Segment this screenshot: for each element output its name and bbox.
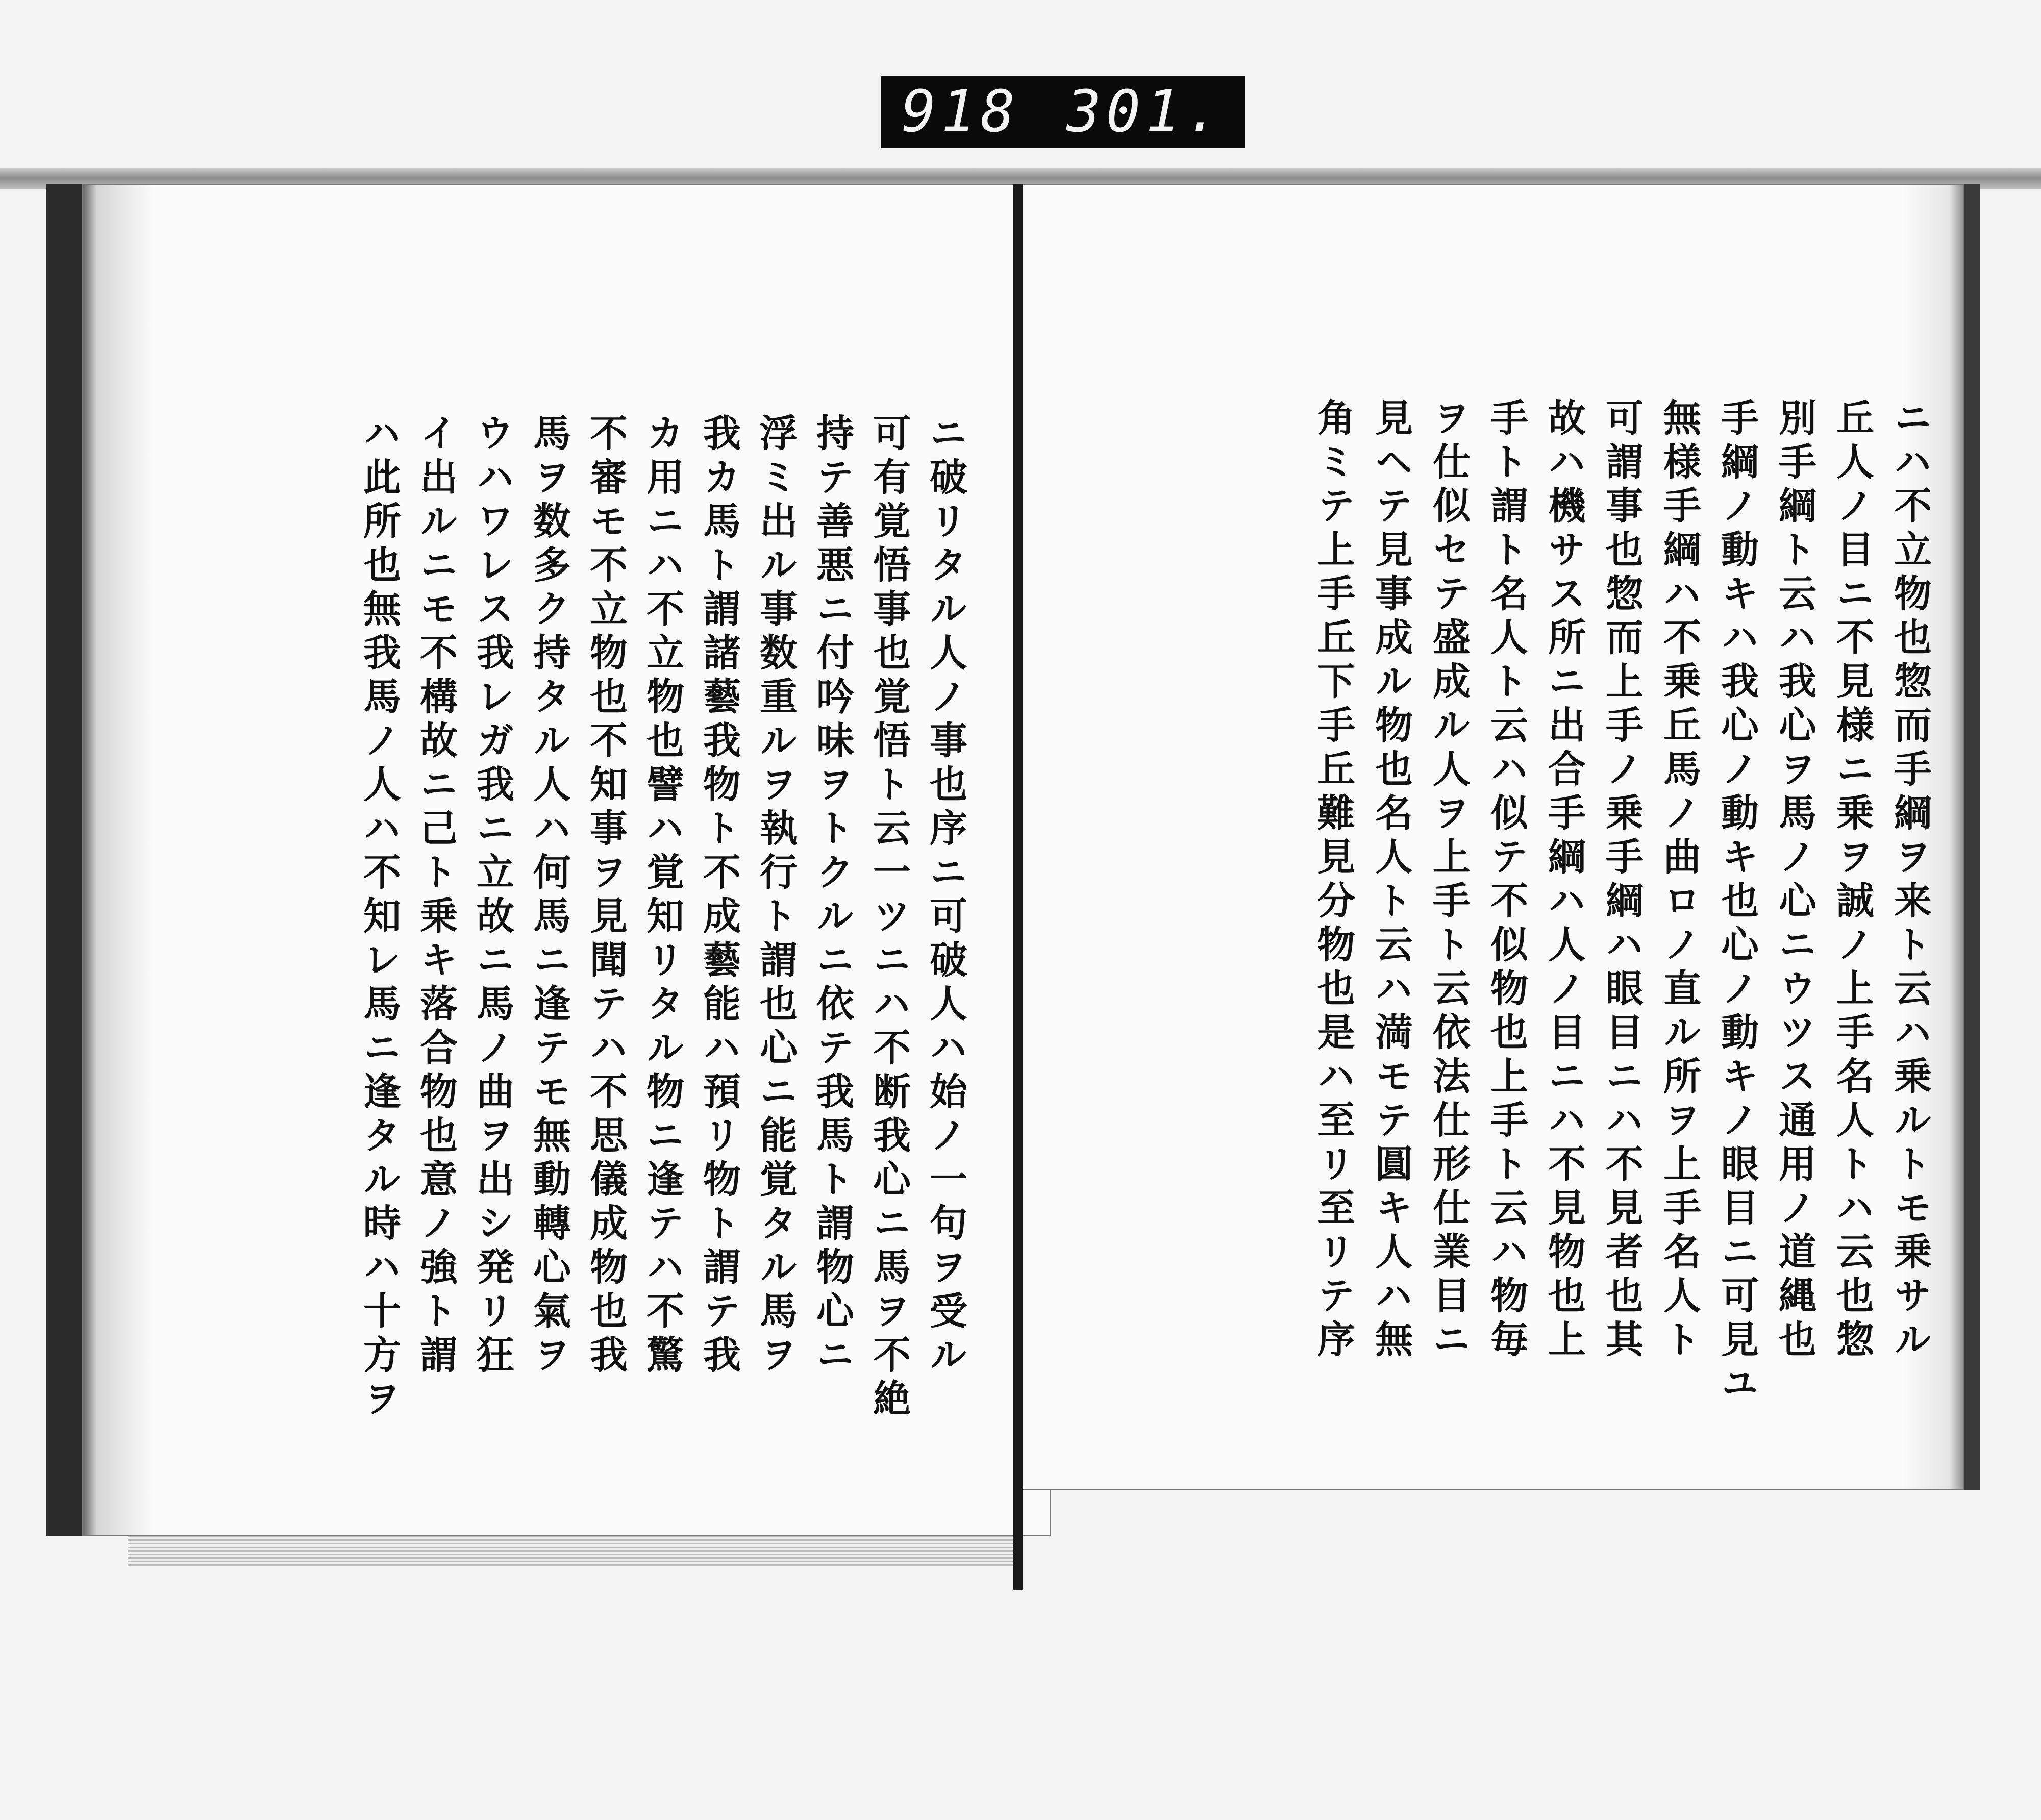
call-number-label xyxy=(881,76,1245,148)
text-column: ニハ不立物也惣而手綱ヲ来ト云ハ乗ルトモ乗サル xyxy=(1888,398,1932,1363)
text-column: 手ト謂ト名人ト云ハ似テ不似物也上手ト云ハ物毎 xyxy=(1484,398,1528,1363)
text-column: 浮ミ出ル事数重ルヲ執行ト謂也心ニ能覚タル馬ヲ xyxy=(754,413,798,1379)
text-column: ハ此所也無我馬ノ人ハ不知レ馬ニ逢タル時ハ十方ヲ xyxy=(357,413,401,1423)
text-column: カ用ニハ不立物也譬ハ覚知リタル物ニ逢テハ不驚 xyxy=(640,413,684,1379)
right-page-text xyxy=(1092,398,1932,1805)
text-column: 手綱ノ動キハ我心ノ動キ也心ノ動キノ眼目ニ可見ユ xyxy=(1715,398,1759,1407)
text-column: 無様手綱ハ不乗丘馬ノ曲ロノ直ル所ヲ上手名人ト xyxy=(1657,398,1701,1363)
call-number-right: 301. xyxy=(1066,79,1225,145)
text-column: イ出ルニモ不構故ニ己ト乗キ落合物也意ノ強ト謂 xyxy=(414,413,458,1379)
text-column: 見ヘテ見事成ル物也名人ト云ハ満モテ圓キ人ハ無 xyxy=(1369,398,1413,1363)
text-column: 馬ヲ数多ク持タル人ハ何馬ニ逢テモ無動轉心氣ヲ xyxy=(527,413,571,1379)
text-column: ヲ仕似セテ盛成ル人ヲ上手ト云依法仕形仕業目ニ xyxy=(1427,398,1471,1363)
text-column: 故ハ機サス所ニ出合手綱ハ人ノ目ニハ不見物也上 xyxy=(1542,398,1586,1363)
text-column: 可有覚悟事也覚悟ト云一ツニハ不断我心ニ馬ヲ不絶 xyxy=(867,413,911,1423)
call-number-left: 918 xyxy=(902,79,1020,145)
text-column: ニ破リタル人ノ事也序ニ可破人ハ始ノ一句ヲ受ル xyxy=(924,413,967,1379)
open-book xyxy=(46,184,1964,1590)
left-page-text xyxy=(138,413,967,1820)
text-column: 持テ善悪ニ付吟味ヲトクルニ依テ我馬ト謂物心ニ xyxy=(810,413,854,1379)
text-column: 丘人ノ目ニ不見様ニ乗ヲ誠ノ上手名人トハ云也惣 xyxy=(1830,398,1874,1363)
text-column: 不審モ不立物也不知事ヲ見聞テハ不思儀成物也我 xyxy=(584,413,628,1379)
text-column: 我カ馬ト謂諸藝我物ト不成藝能ハ預リ物ト謂テ我 xyxy=(697,413,741,1379)
text-column: 別手綱ト云ハ我心ヲ馬ノ心ニウツス通用ノ道縄也 xyxy=(1773,398,1816,1363)
text-column: ウハワレス我レガ我ニ立故ニ馬ノ曲ヲ出シ発リ狂 xyxy=(470,413,514,1379)
text-column: 可謂事也惣而上手ノ乗手綱ハ眼目ニハ不見者也其 xyxy=(1600,398,1644,1363)
text-column: 角ミテ上手丘下手丘難見分物也是ハ至リ至リテ序 xyxy=(1311,398,1355,1363)
book-gutter xyxy=(1013,184,1023,1590)
